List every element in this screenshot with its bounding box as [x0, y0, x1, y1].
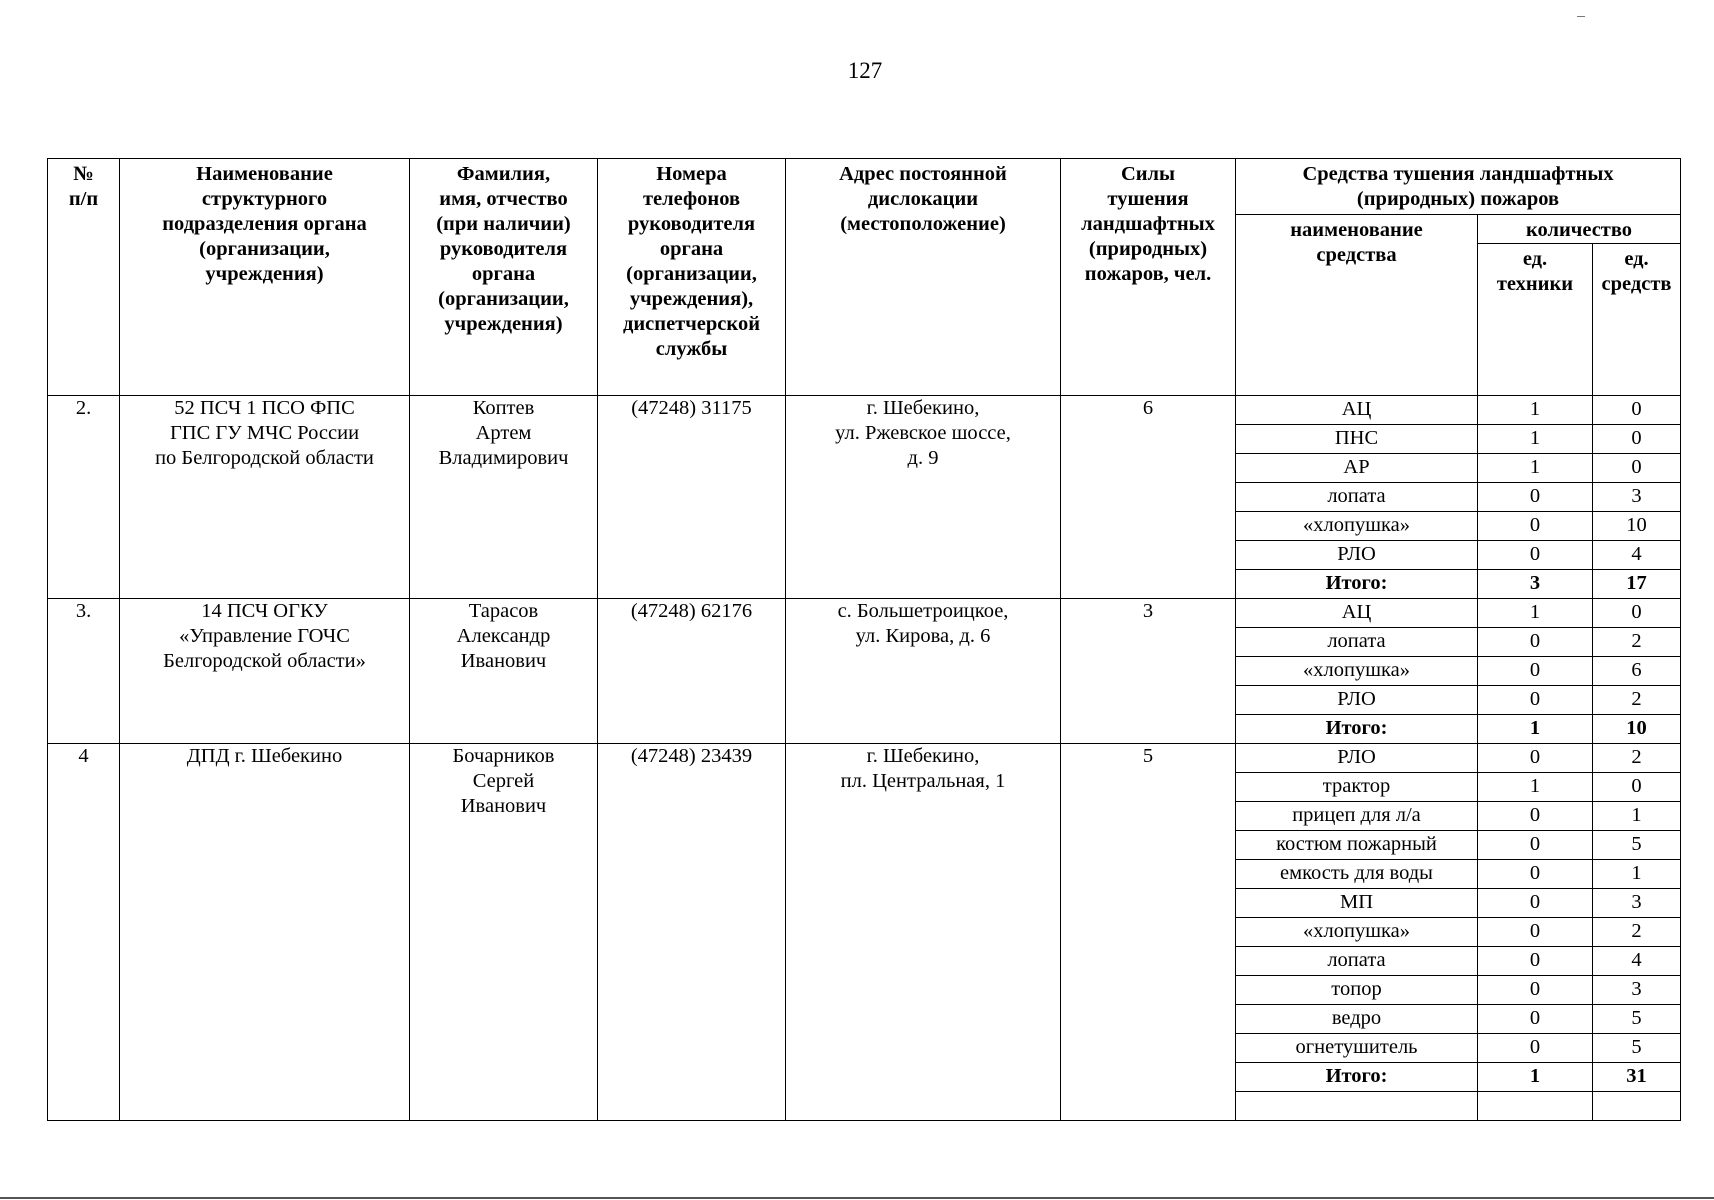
- means-tools: 3: [1593, 889, 1681, 918]
- means-equipment: 0: [1478, 831, 1593, 860]
- forces: 6: [1061, 396, 1236, 599]
- header-quantity: количество: [1478, 215, 1681, 244]
- means-name: лопата: [1236, 947, 1478, 976]
- phone: (47248) 23439: [598, 744, 786, 1121]
- means-name: РЛО: [1236, 744, 1478, 773]
- means-name: АЦ: [1236, 396, 1478, 425]
- fire-means-table: [47, 158, 1681, 1121]
- means-name: лопата: [1236, 483, 1478, 512]
- means-tools: 2: [1593, 686, 1681, 715]
- header-phones: Номера телефонов руководителя органа (организации, учреждения), диспетчерской службы: [598, 159, 786, 396]
- means-tools: 3: [1593, 483, 1681, 512]
- means-tools: 5: [1593, 1005, 1681, 1034]
- table-row: [48, 744, 1681, 773]
- address: г. Шебекино, ул. Ржевское шоссе, д. 9: [786, 396, 1061, 599]
- header-num: № п/п: [48, 159, 120, 396]
- page-number: 127: [847, 58, 883, 83]
- table-row: [48, 599, 1681, 628]
- head-name: Коптев Артем Владимирович: [410, 396, 598, 599]
- means-equipment: 0: [1478, 541, 1593, 570]
- row-num: 2.: [48, 396, 120, 599]
- means-equipment: 1: [1478, 773, 1593, 802]
- unit-name: 52 ПСЧ 1 ПСО ФПС ГПС ГУ МЧС России по Белгородской области: [120, 396, 410, 599]
- means-tools: 0: [1593, 599, 1681, 628]
- means-name: костюм пожарный: [1236, 831, 1478, 860]
- total-label: Итого:: [1236, 715, 1478, 744]
- means-tools: 3: [1593, 976, 1681, 1005]
- means-equipment: 0: [1478, 889, 1593, 918]
- means-equipment: 0: [1478, 976, 1593, 1005]
- means-tools: 4: [1593, 541, 1681, 570]
- means-equipment: 1: [1478, 454, 1593, 483]
- table-row: [48, 396, 1681, 425]
- means-name: МП: [1236, 889, 1478, 918]
- header-address: Адрес постоянной дислокации (местоположение): [786, 159, 1061, 396]
- unit-name: ДПД г. Шебекино: [120, 744, 410, 1121]
- phone: (47248) 31175: [598, 396, 786, 599]
- means-equipment: 0: [1478, 860, 1593, 889]
- means-name: «хлопушка»: [1236, 657, 1478, 686]
- forces: 5: [1061, 744, 1236, 1121]
- header-units-tools: ед. средств: [1593, 244, 1681, 396]
- total-tools: 17: [1593, 570, 1681, 599]
- means-tools: 4: [1593, 947, 1681, 976]
- means-equipment: 0: [1478, 802, 1593, 831]
- header-means-name: наименование средства: [1236, 215, 1478, 396]
- address: с. Большетроицкое, ул. Кирова, д. 6: [786, 599, 1061, 744]
- total-tools: 31: [1593, 1063, 1681, 1092]
- means-equipment: 0: [1478, 628, 1593, 657]
- head-name: Тарасов Александр Иванович: [410, 599, 598, 744]
- row-num: 4: [48, 744, 120, 1121]
- means-name: прицеп для л/а: [1236, 802, 1478, 831]
- unit-name: 14 ПСЧ ОГКУ «Управление ГОЧС Белгородской области»: [120, 599, 410, 744]
- means-equipment: 1: [1478, 425, 1593, 454]
- means-tools: 0: [1593, 396, 1681, 425]
- means-equipment: 0: [1478, 686, 1593, 715]
- filler-cell: [1236, 1092, 1478, 1121]
- scan-speck: [1577, 16, 1585, 17]
- means-equipment: 1: [1478, 396, 1593, 425]
- header-head-name: Фамилия, имя, отчество (при наличии) руководителя органа (организации, учреждения): [410, 159, 598, 396]
- means-name: ПНС: [1236, 425, 1478, 454]
- means-name: «хлопушка»: [1236, 918, 1478, 947]
- means-tools: 0: [1593, 454, 1681, 483]
- means-equipment: 0: [1478, 483, 1593, 512]
- total-equipment: 1: [1478, 1063, 1593, 1092]
- means-name: лопата: [1236, 628, 1478, 657]
- phone: (47248) 62176: [598, 599, 786, 744]
- means-name: РЛО: [1236, 541, 1478, 570]
- means-name: РЛО: [1236, 686, 1478, 715]
- means-equipment: 0: [1478, 1005, 1593, 1034]
- total-label: Итого:: [1236, 1063, 1478, 1092]
- means-tools: 2: [1593, 744, 1681, 773]
- means-equipment: 0: [1478, 744, 1593, 773]
- means-tools: 5: [1593, 831, 1681, 860]
- means-name: ведро: [1236, 1005, 1478, 1034]
- header-units-equipment: ед. техники: [1478, 244, 1593, 396]
- means-tools: 6: [1593, 657, 1681, 686]
- means-name: топор: [1236, 976, 1478, 1005]
- forces: 3: [1061, 599, 1236, 744]
- means-tools: 10: [1593, 512, 1681, 541]
- means-equipment: 0: [1478, 947, 1593, 976]
- means-name: АР: [1236, 454, 1478, 483]
- address: г. Шебекино, пл. Центральная, 1: [786, 744, 1061, 1121]
- means-name: «хлопушка»: [1236, 512, 1478, 541]
- means-equipment: 0: [1478, 1034, 1593, 1063]
- means-name: огнетушитель: [1236, 1034, 1478, 1063]
- means-equipment: 0: [1478, 918, 1593, 947]
- means-tools: 2: [1593, 628, 1681, 657]
- means-tools: 2: [1593, 918, 1681, 947]
- means-tools: 5: [1593, 1034, 1681, 1063]
- total-label: Итого:: [1236, 570, 1478, 599]
- total-equipment: 3: [1478, 570, 1593, 599]
- filler-cell: [1478, 1092, 1593, 1121]
- means-name: емкость для воды: [1236, 860, 1478, 889]
- means-equipment: 0: [1478, 512, 1593, 541]
- table-body: [48, 396, 1681, 1121]
- means-tools: 0: [1593, 773, 1681, 802]
- head-name: Бочарников Сергей Иванович: [410, 744, 598, 1121]
- scan-edge: [0, 1197, 1714, 1199]
- row-num: 3.: [48, 599, 120, 744]
- filler-cell: [1593, 1092, 1681, 1121]
- header-unit-name: Наименование структурного подразделения органа (организации, учреждения): [120, 159, 410, 396]
- means-equipment: 1: [1478, 599, 1593, 628]
- total-tools: 10: [1593, 715, 1681, 744]
- means-tools: 1: [1593, 860, 1681, 889]
- means-name: АЦ: [1236, 599, 1478, 628]
- means-tools: 0: [1593, 425, 1681, 454]
- header-forces: Силы тушения ландшафтных (природных) пожаров, чел.: [1061, 159, 1236, 396]
- means-name: трактор: [1236, 773, 1478, 802]
- header-means-group: Средства тушения ландшафтных (природных) пожаров: [1236, 159, 1681, 215]
- means-equipment: 0: [1478, 657, 1593, 686]
- means-tools: 1: [1593, 802, 1681, 831]
- total-equipment: 1: [1478, 715, 1593, 744]
